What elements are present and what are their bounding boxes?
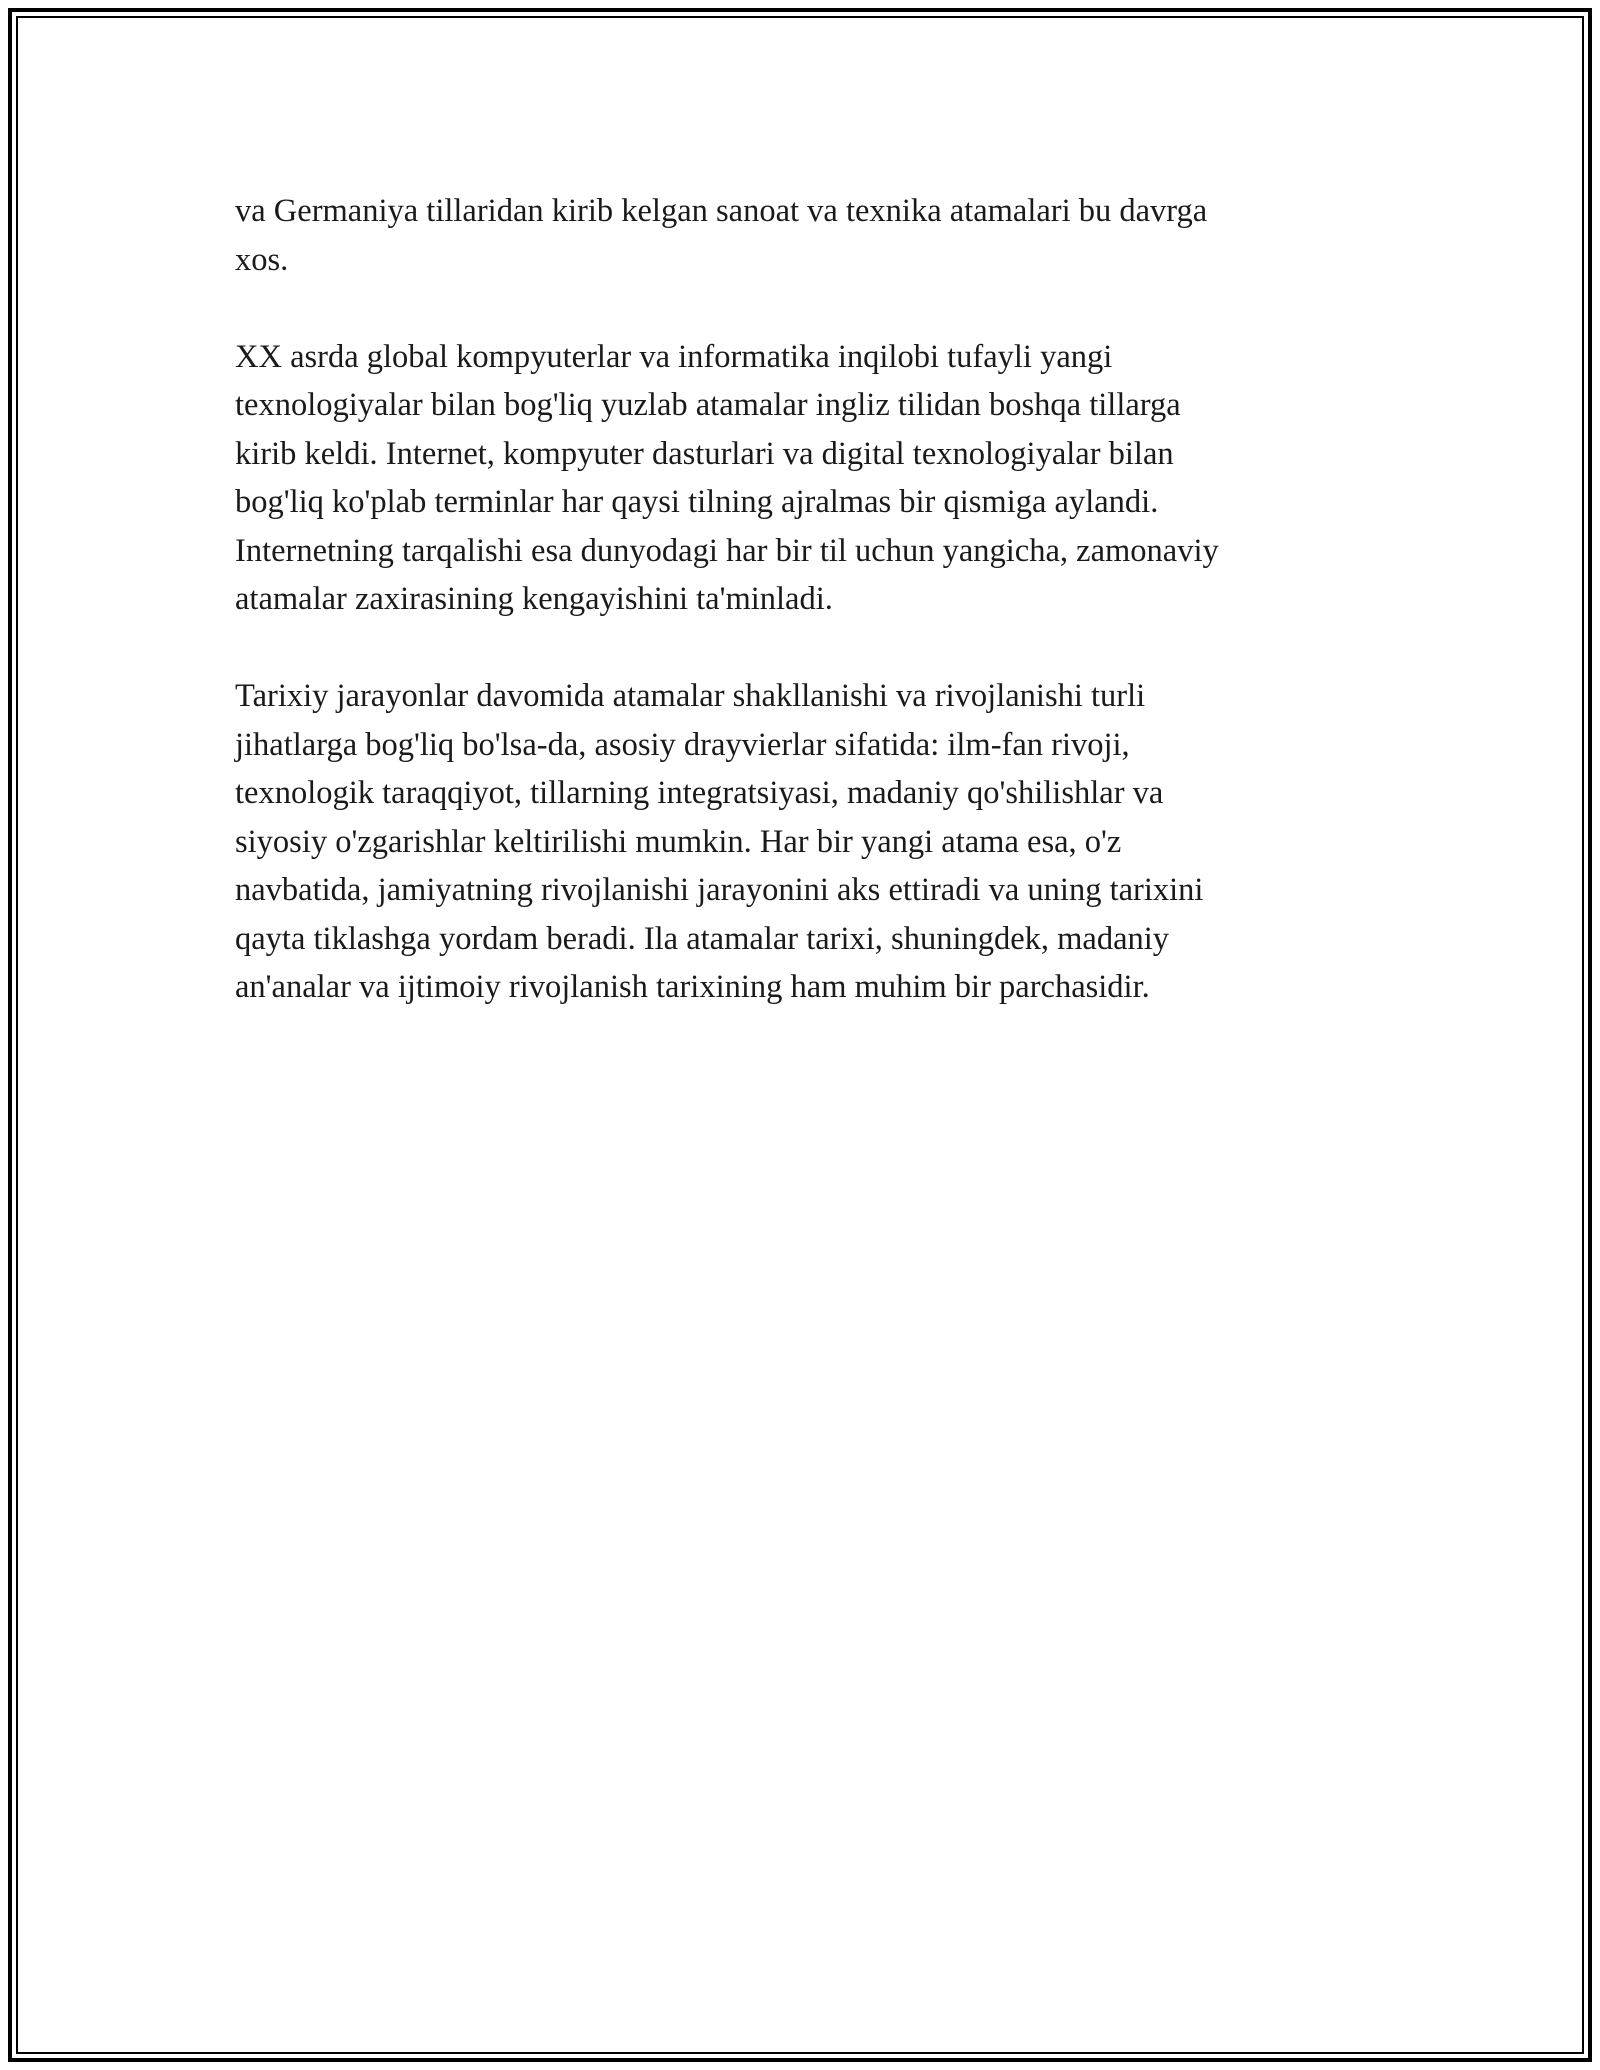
paragraph-continuation: va Germaniya tillaridan kirib kelgan sanoat va texnika atamalari bu davrga xos. xyxy=(235,193,1208,278)
document-body xyxy=(235,187,1375,1060)
paragraph-xx-century: XX asrda global kompyuterlar va informatika inqilobi tufayli yangi texnologiyalar bilan bog'liq yuzlab atamalar ingliz tilidan boshqa tillarga kirib keldi. Internet, kompyuter dasturlari va digital texnologiyalar bilan bog'liq ko'plab terminlar har qaysi tilning ajralmas bir qismiga aylandi. Internetning tarqalishi esa dunyodagi har bir til uchun yangicha, zamonaviy atamalar zaxirasining kengayishini ta'minladi. xyxy=(235,338,1219,617)
paragraph-historical-processes: Tarixiy jarayonlar davomida atamalar shakllanishi va rivojlanishi turli jihatlarga bog'liq bo'lsa-da, asosiy drayvierlar sifatida: ilm-fan rivoji, texnologik taraqqiyot, tillarning integratsiyasi, madaniy qo'shilishlar va siyosiy o'zgarishlar keltirilishi mumkin. Har bir yangi atama esa, o'z navbatida, jamiyatning rivojlanishi jarayonini aks ettiradi va uning tarixini qayta tiklashga yordam beradi. Ila atamalar tarixi, shuningdek, madaniy an'analar va ijtimoiy rivojlanish tarixining ham muhim bir parchasidir. xyxy=(235,678,1204,1005)
